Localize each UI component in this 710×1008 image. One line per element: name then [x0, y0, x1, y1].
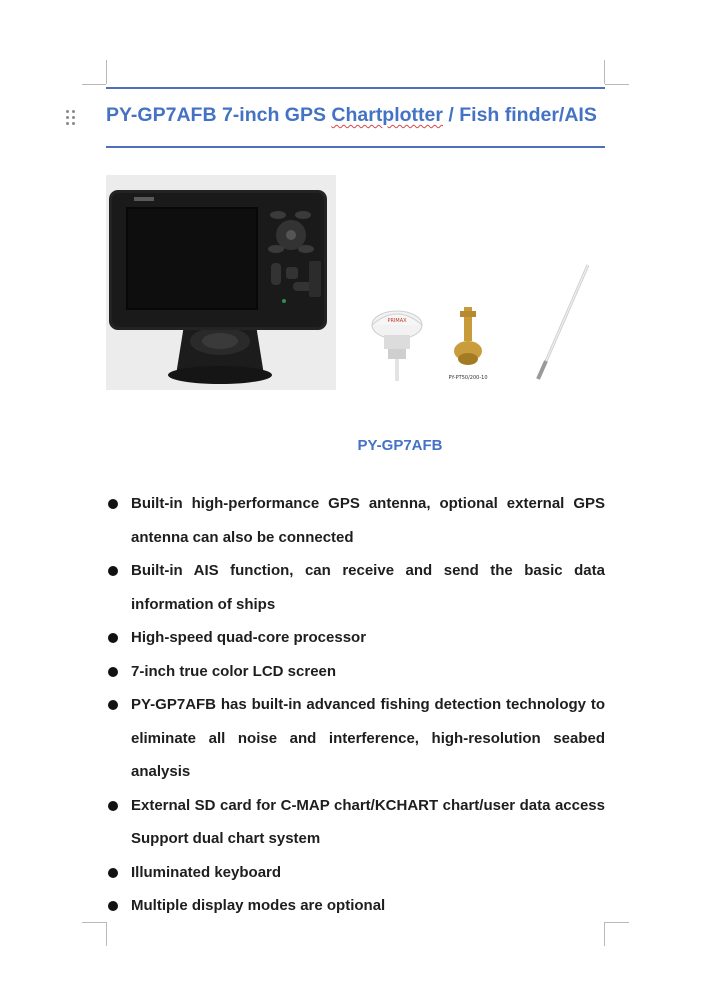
bullet-icon: [108, 901, 118, 911]
list-item: [106, 554, 605, 621]
accessories-illustration: [360, 255, 610, 395]
bullet-icon: [108, 868, 118, 878]
title-suffix: / Fish finder/AIS: [442, 104, 597, 126]
crop-mark-top-right-h: [605, 84, 629, 85]
gps-antenna-brand: PRIMAX: [387, 318, 407, 324]
chartplotter-illustration: [106, 175, 336, 390]
crop-mark-bottom-left-h: [82, 922, 106, 923]
transducer-label: PY-PT50/200-10: [448, 375, 488, 381]
title-spellcheck-word[interactable]: Chartplotter: [331, 104, 443, 126]
transducer-icon: [449, 307, 488, 381]
crop-mark-top-right-v: [604, 60, 605, 84]
document-title[interactable]: [106, 104, 626, 127]
bullet-icon: [108, 667, 118, 677]
feature-text: Built-in AIS function, can receive and send the basic data information of ships: [131, 562, 605, 613]
feature-text: External SD card for C-MAP chart/KCHART chart/user data access Support dual chart system: [131, 796, 605, 847]
list-item: [106, 655, 605, 689]
crop-mark-top-left-h: [82, 84, 106, 85]
bullet-icon: [108, 566, 118, 576]
feature-text: 7-inch true color LCD screen: [131, 662, 337, 680]
chartplotter-unit-photo[interactable]: [106, 175, 336, 390]
gps-antenna-icon: [372, 311, 422, 381]
crop-mark-top-left-v: [106, 60, 107, 84]
list-item: [106, 889, 605, 923]
feature-text: Built-in high-performance GPS antenna, optional external GPS antenna can also be connected: [131, 495, 605, 546]
crop-mark-bottom-left-v: [106, 922, 107, 946]
list-item: [106, 789, 605, 856]
feature-list: [106, 487, 605, 923]
title-rule-bottom: [106, 146, 605, 148]
product-caption: PY-GP7AFB: [357, 437, 443, 454]
paragraph-drag-handle-icon[interactable]: [66, 110, 78, 126]
bullet-icon: [108, 700, 118, 710]
bullet-icon: [108, 801, 118, 811]
bullet-icon: [108, 499, 118, 509]
whip-antenna-icon: [538, 265, 588, 379]
list-item: [106, 621, 605, 655]
feature-text: Multiple display modes are optional: [131, 897, 386, 914]
feature-text: PY-GP7AFB has built-in advanced fishing detection technology to eliminate all noise and interference, high-resolution seabed analysis: [131, 696, 605, 780]
list-item: [106, 688, 605, 789]
title-prefix: PY-GP7AFB 7-inch GPS: [106, 104, 332, 126]
accessories-photo[interactable]: [360, 255, 610, 395]
list-item: [106, 487, 605, 554]
feature-text: High-speed quad-core processor: [131, 629, 367, 646]
bullet-icon: [108, 633, 118, 643]
list-item: [106, 856, 605, 890]
feature-text: Illuminated keyboard: [131, 863, 282, 881]
title-rule-top: [106, 87, 605, 89]
crop-mark-bottom-right-h: [605, 922, 629, 923]
crop-mark-bottom-right-v: [604, 922, 605, 946]
